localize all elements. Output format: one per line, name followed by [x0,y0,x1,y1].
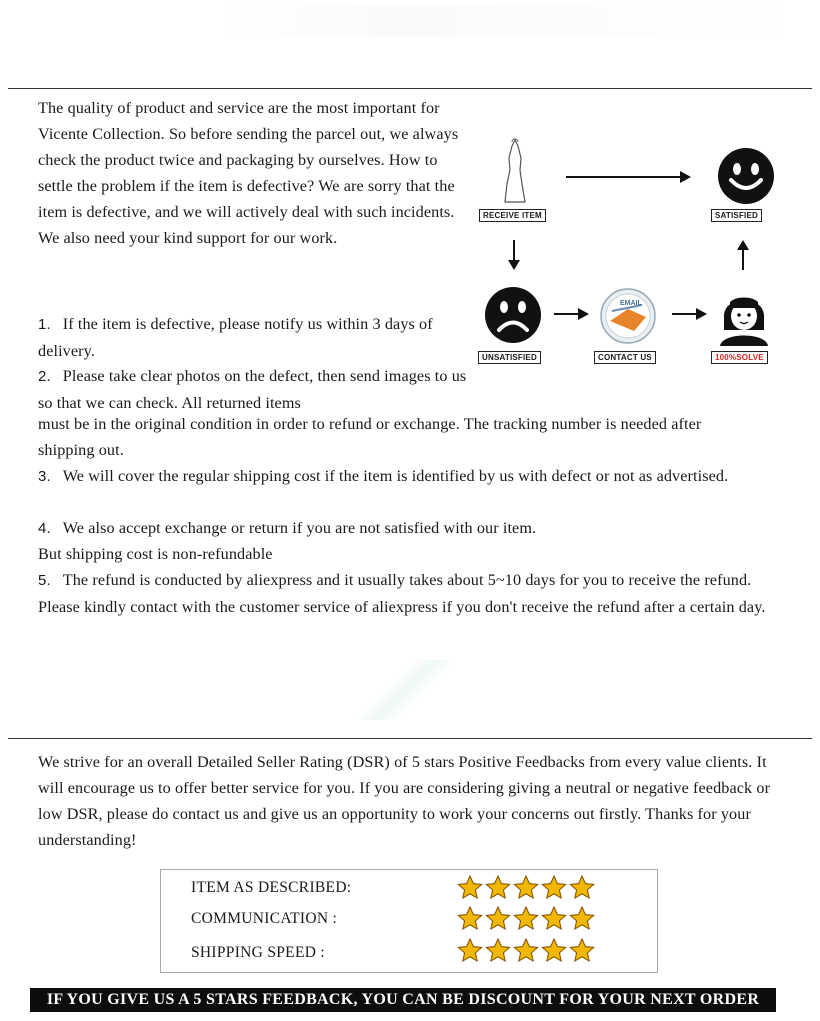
solve-label: 100%SOLVE [711,351,768,364]
item-number: 4. [38,520,51,537]
item-text: The refund is conducted by aliexpress and it usually takes about 5~10 days for you to receive the refund. Please kindly contact with the customer service of aliexpress if you don't receive the refund after a certain day. [38,571,766,616]
item-number: 1. [38,316,51,333]
policy-item-1 [38,311,463,364]
star-icon [513,875,539,900]
rating-stars-item-described [457,875,595,900]
rating-label: COMMUNICATION : [191,910,338,927]
policy-item-2 [38,363,478,416]
rating-stars-shipping-speed [457,938,595,963]
top-divider [8,88,812,89]
star-icon [485,938,511,963]
sad-face-icon [483,285,543,345]
faded-watermark [320,660,490,720]
star-icon [513,938,539,963]
rating-row-item-described [191,879,351,897]
email-badge: EMAIL [620,300,642,307]
arrow-right-icon [552,305,592,323]
item-text: But shipping cost is non-refundable [38,545,273,563]
star-icon [485,906,511,931]
arrow-up-icon [734,238,752,272]
item-number: 5. [38,572,51,589]
star-icon [457,938,483,963]
arrow-right-icon [670,305,710,323]
satisfied-label: SATISFIED [711,209,762,222]
rating-stars-communication [457,906,595,931]
contact-us-label: CONTACT US [594,351,656,364]
policy-item-4 [38,515,798,542]
star-icon [541,906,567,931]
faded-header-image [220,6,810,36]
star-icon [513,906,539,931]
star-icon [457,906,483,931]
star-icon [569,906,595,931]
dsr-paragraph: We strive for an overall Detailed Seller Rating (DSR) of 5 stars Positive Feedbacks from every value clients. It will encourage us to offer better service for you. If you are considering giving a neutral or negative feedback or low DSR, please do contact us and give us an opportunity to work your concerns out firstly. Thanks for your understanding! [38,753,771,849]
footer-banner: IF YOU GIVE US A 5 STARS FEEDBACK, YOU CAN BE DISCOUNT FOR YOUR NEXT ORDER [30,988,776,1012]
star-icon [541,938,567,963]
star-icon [569,875,595,900]
email-contact-icon [598,287,658,345]
mid-divider [8,738,812,739]
item-text: If the item is defective, please notify us within 3 days of delivery. [38,315,433,360]
item-text: Please take clear photos on the defect, then send images to us so that we can check. All returned items [38,367,467,412]
item-text: We also accept exchange or return if you are not satisfied with our item. [62,519,537,537]
rating-box [160,869,658,973]
star-icon [569,938,595,963]
receive-item-label: RECEIVE ITEM [479,209,546,222]
item-number: 2. [38,368,51,385]
policy-item-2-cont [38,411,758,463]
support-agent-icon [716,284,772,346]
item-text: We will cover the regular shipping cost if the item is identified by us with defect or not as advertised. [62,467,729,485]
intro-paragraph: The quality of product and service are the most important for Vicente Collection. So before sending the parcel out, we always check the product twice and packaging by ourselves. How to settle the problem if the item is defective? We are sorry that the item is defective, and we will actively deal with such incidents. We also need your kind support for our work. [38,99,459,247]
dress-icon [490,136,540,208]
policy-item-3 [38,463,808,490]
item-number: 3. [38,468,51,485]
arrow-right-long-icon [564,168,694,186]
star-icon [485,875,511,900]
rating-label: SHIPPING SPEED : [191,944,325,961]
item-text: must be in the original condition in order to refund or exchange. The tracking number is needed after shipping out. [38,415,702,459]
rating-row-shipping-speed [191,944,325,962]
star-icon [457,875,483,900]
rating-label: ITEM AS DESCRIBED: [191,879,352,896]
policy-item-4-cont [38,541,798,567]
policy-item-5 [38,567,783,620]
happy-face-icon [716,146,776,206]
arrow-down-icon [505,238,523,272]
star-icon [541,875,567,900]
unsatisfied-label: UNSATISFIED [478,351,541,364]
rating-row-communication [191,910,337,928]
